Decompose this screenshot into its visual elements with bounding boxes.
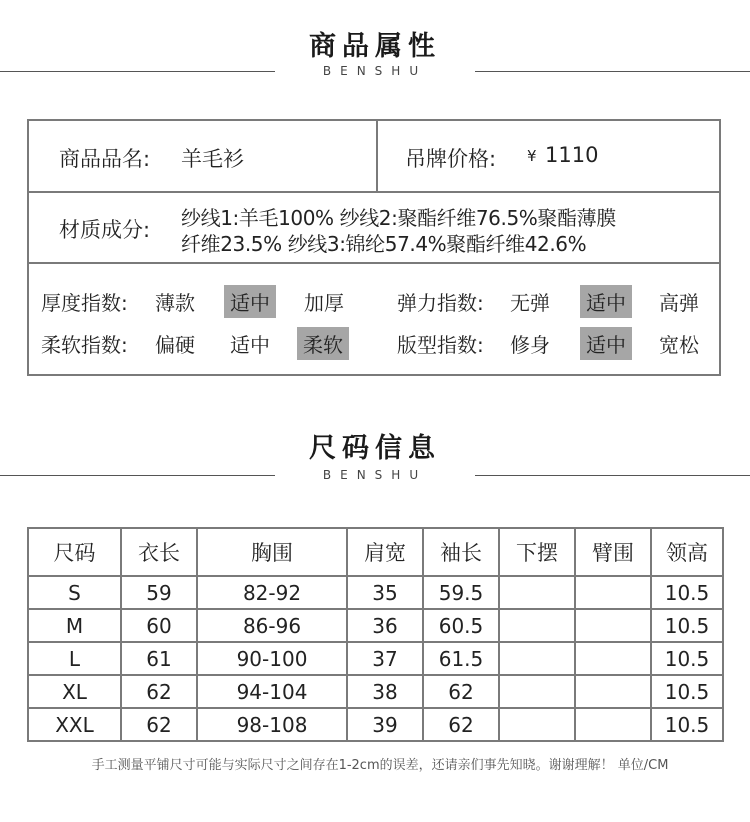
table-cell: 98-108 — [197, 708, 347, 741]
table-cell: 36 — [347, 609, 423, 642]
header-cell: 下摆 — [499, 528, 575, 576]
product-name-label: 商品品名: — [59, 147, 151, 171]
table-cell — [499, 675, 575, 708]
table-cell: 94-104 — [197, 675, 347, 708]
table-row — [28, 642, 723, 675]
table-cell: 59 — [121, 576, 197, 609]
table-cell: 60 — [121, 609, 197, 642]
price-value: 1110 — [545, 143, 599, 167]
table-cell: XXL — [28, 708, 121, 741]
header-cell: 袖长 — [423, 528, 499, 576]
header-cell: 臂围 — [575, 528, 651, 576]
fit-option-slim: 修身 — [510, 333, 550, 357]
softness-option-hard: 偏硬 — [155, 333, 195, 357]
table-cell — [575, 576, 651, 609]
softness-option-soft-selected: 柔软 — [297, 327, 349, 360]
product-name-value: 羊毛衫 — [181, 147, 244, 171]
table-row — [28, 675, 723, 708]
table-row — [28, 609, 723, 642]
table-cell: 10.5 — [651, 576, 723, 609]
section-subtitle-2: BENSHU — [322, 468, 428, 482]
size-table — [27, 527, 724, 742]
table-cell: 62 — [121, 675, 197, 708]
elasticity-option-medium-selected: 适中 — [580, 285, 632, 318]
table-cell — [499, 576, 575, 609]
table-cell: 10.5 — [651, 642, 723, 675]
elasticity-label: 弹力指数: — [397, 291, 484, 315]
material-line-2: 纤维23.5% 纱线3:锦纶57.4%聚酯纤维42.6% — [181, 232, 587, 256]
table-row — [28, 708, 723, 741]
price-label: 吊牌价格: — [405, 147, 497, 171]
attribute-box — [27, 119, 721, 376]
table-cell: 10.5 — [651, 675, 723, 708]
header-cell: 胸围 — [197, 528, 347, 576]
table-cell: L — [28, 642, 121, 675]
table-cell: 61 — [121, 642, 197, 675]
table-cell: 62 — [121, 708, 197, 741]
table-cell: 62 — [423, 675, 499, 708]
table-cell: 10.5 — [651, 609, 723, 642]
material-label: 材质成分: — [59, 218, 151, 242]
material-row — [29, 193, 719, 264]
table-cell — [575, 642, 651, 675]
table-cell: 61.5 — [423, 642, 499, 675]
table-cell: 86-96 — [197, 609, 347, 642]
table-cell: 37 — [347, 642, 423, 675]
table-cell: 60.5 — [423, 609, 499, 642]
table-cell: 82-92 — [197, 576, 347, 609]
table-cell: 10.5 — [651, 708, 723, 741]
thickness-option-medium-selected: 适中 — [224, 285, 276, 318]
fit-option-loose: 宽松 — [659, 333, 699, 357]
softness-option-medium: 适中 — [230, 333, 270, 357]
softness-label: 柔软指数: — [41, 333, 128, 357]
table-cell — [499, 642, 575, 675]
thickness-option-thick: 加厚 — [304, 291, 344, 315]
section-title-attributes: 商品属性 — [309, 31, 441, 62]
table-cell: 59.5 — [423, 576, 499, 609]
material-line-1: 纱线1:羊毛100% 纱线2:聚酯纤维76.5%聚酯薄膜 — [181, 206, 616, 230]
table-cell — [499, 708, 575, 741]
table-cell: 35 — [347, 576, 423, 609]
header-cell: 领高 — [651, 528, 723, 576]
table-cell: 39 — [347, 708, 423, 741]
table-cell: 90-100 — [197, 642, 347, 675]
header-cell: 肩宽 — [347, 528, 423, 576]
table-cell: S — [28, 576, 121, 609]
elasticity-option-none: 无弹 — [510, 291, 550, 315]
name-price-row — [29, 121, 719, 193]
section-title-size-info: 尺码信息 — [309, 433, 441, 464]
table-cell — [575, 708, 651, 741]
table-cell: 38 — [347, 675, 423, 708]
price-currency: ¥ — [527, 147, 537, 165]
fit-label: 版型指数: — [397, 333, 484, 357]
table-row — [28, 576, 723, 609]
table-cell: M — [28, 609, 121, 642]
thickness-label: 厚度指数: — [41, 291, 128, 315]
elasticity-option-high: 高弹 — [659, 291, 699, 315]
column-divider — [376, 121, 378, 191]
thickness-option-thin: 薄款 — [155, 291, 195, 315]
header-cell: 衣长 — [121, 528, 197, 576]
section-subtitle: BENSHU — [322, 64, 428, 78]
table-header-row — [28, 528, 723, 576]
table-cell — [575, 609, 651, 642]
table-cell — [499, 609, 575, 642]
header-cell: 尺码 — [28, 528, 121, 576]
measurement-note: 手工测量平铺尺寸可能与实际尺寸之间存在1-2cm的误差，还请亲们事先知晓。谢谢理解！ 单位/CM — [91, 758, 669, 773]
table-cell: XL — [28, 675, 121, 708]
table-cell: 62 — [423, 708, 499, 741]
table-cell — [575, 675, 651, 708]
fit-option-medium-selected: 适中 — [580, 327, 632, 360]
